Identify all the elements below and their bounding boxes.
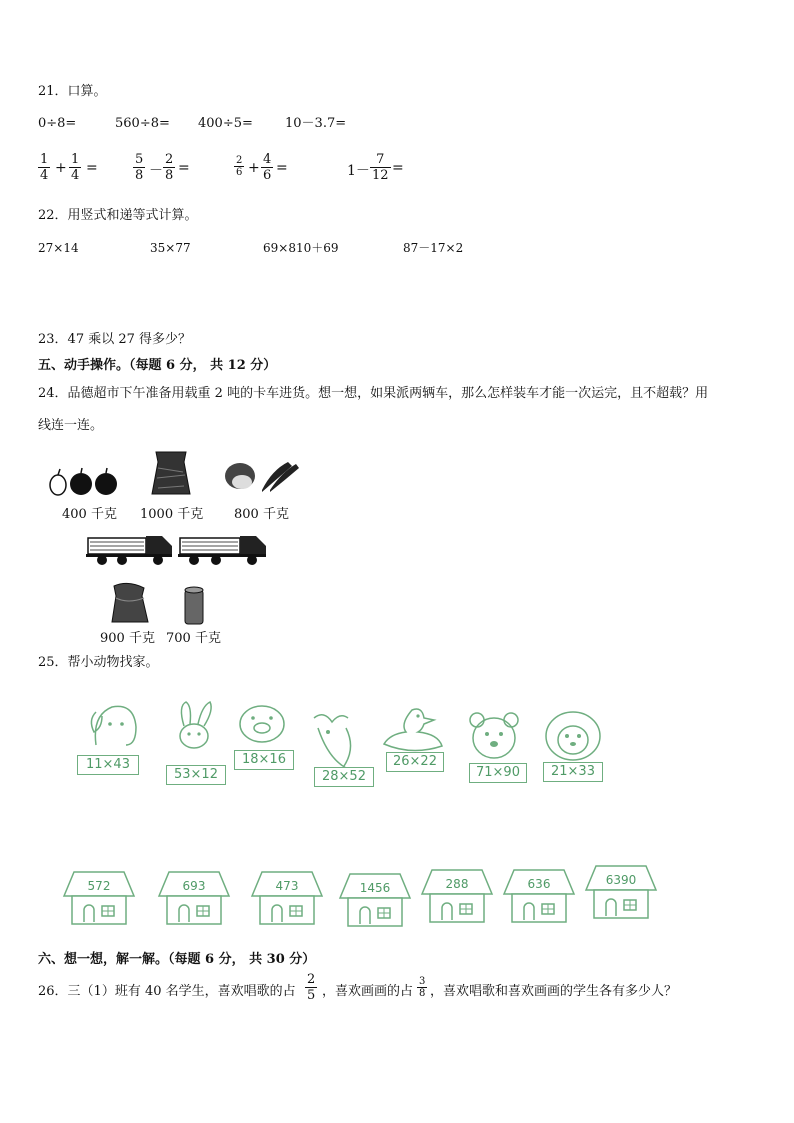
goods-weight-900: 900 千克 bbox=[100, 631, 155, 646]
goods-weight-400: 400 千克 bbox=[62, 507, 117, 522]
monkey-icon bbox=[542, 708, 604, 762]
house-3[interactable] bbox=[248, 868, 326, 926]
q22-item-2: 35×77 bbox=[150, 241, 191, 255]
q22-item-3: 69×810＋69 bbox=[263, 241, 339, 255]
house-number: 6390 bbox=[605, 873, 637, 887]
q22-item-1: 27×14 bbox=[38, 241, 79, 255]
goat-icon bbox=[306, 708, 370, 770]
duck-icon bbox=[382, 704, 448, 752]
section5-heading: 五、动手操作。（每题 6 分， 共 12 分） bbox=[38, 358, 277, 373]
goods-weight-1000: 1000 千克 bbox=[140, 507, 204, 522]
q24-line1: 24．品德超市下午准备用载重 2 吨的卡车进货。想一想，如果派两辆车，那么怎样装车才能一次运完，且不超载？用 bbox=[38, 386, 709, 401]
vegetables-picture bbox=[222, 456, 300, 494]
q21-item-3: 400÷5= bbox=[198, 116, 253, 131]
truck-1-picture[interactable] bbox=[86, 530, 174, 566]
house-7[interactable] bbox=[582, 862, 660, 920]
animal-card-5[interactable]: 26×22 bbox=[386, 752, 444, 772]
house-number: 288 bbox=[445, 877, 469, 891]
goods-weight-800: 800 千克 bbox=[234, 507, 289, 522]
animal-card-4[interactable]: 28×52 bbox=[314, 767, 374, 787]
section6-heading: 六、想一想，解一解。（每题 6 分， 共 30 分） bbox=[38, 952, 316, 967]
fruit-picture bbox=[46, 458, 120, 498]
rabbit-icon bbox=[170, 700, 220, 762]
q25-title: 25．帮小动物找家。 bbox=[38, 655, 159, 670]
q23-title: 23．47 乘以 27 得多少？ bbox=[38, 332, 192, 347]
animal-card-6[interactable]: 71×90 bbox=[469, 763, 527, 783]
house-number: 636 bbox=[527, 877, 551, 891]
q21-title: 21．口算。 bbox=[38, 84, 107, 99]
truck-2-picture[interactable] bbox=[178, 530, 268, 566]
dog-icon bbox=[86, 700, 140, 750]
house-number: 473 bbox=[275, 879, 299, 893]
house-number: 693 bbox=[182, 879, 206, 893]
can-picture bbox=[183, 586, 205, 626]
animal-card-1[interactable]: 11×43 bbox=[77, 755, 139, 775]
q21-item-1: 0÷8= bbox=[38, 116, 77, 131]
house-4[interactable] bbox=[336, 870, 414, 928]
goods-weight-700: 700 千克 bbox=[166, 631, 221, 646]
house-number: 1456 bbox=[359, 881, 391, 895]
house-2[interactable] bbox=[155, 868, 233, 926]
q21-item-4: 10－3.7= bbox=[285, 116, 347, 131]
house-5[interactable] bbox=[418, 866, 496, 924]
q22-item-4: 87－17×2 bbox=[403, 241, 464, 255]
bag-picture bbox=[108, 580, 150, 624]
q24-line2: 线连一连。 bbox=[38, 418, 104, 433]
animal-card-3[interactable]: 18×16 bbox=[234, 750, 294, 770]
q22-title: 22．用竖式和递等式计算。 bbox=[38, 208, 198, 223]
house-6[interactable] bbox=[500, 866, 578, 924]
animal-card-2[interactable]: 53×12 bbox=[166, 765, 226, 785]
bear-icon bbox=[467, 710, 521, 762]
sack-picture bbox=[148, 448, 196, 496]
pig-icon bbox=[234, 700, 290, 746]
animal-card-7[interactable]: 21×33 bbox=[543, 762, 603, 782]
house-1[interactable] bbox=[60, 868, 138, 926]
house-number: 572 bbox=[87, 879, 111, 893]
q21-item-2: 560÷8= bbox=[115, 116, 170, 131]
